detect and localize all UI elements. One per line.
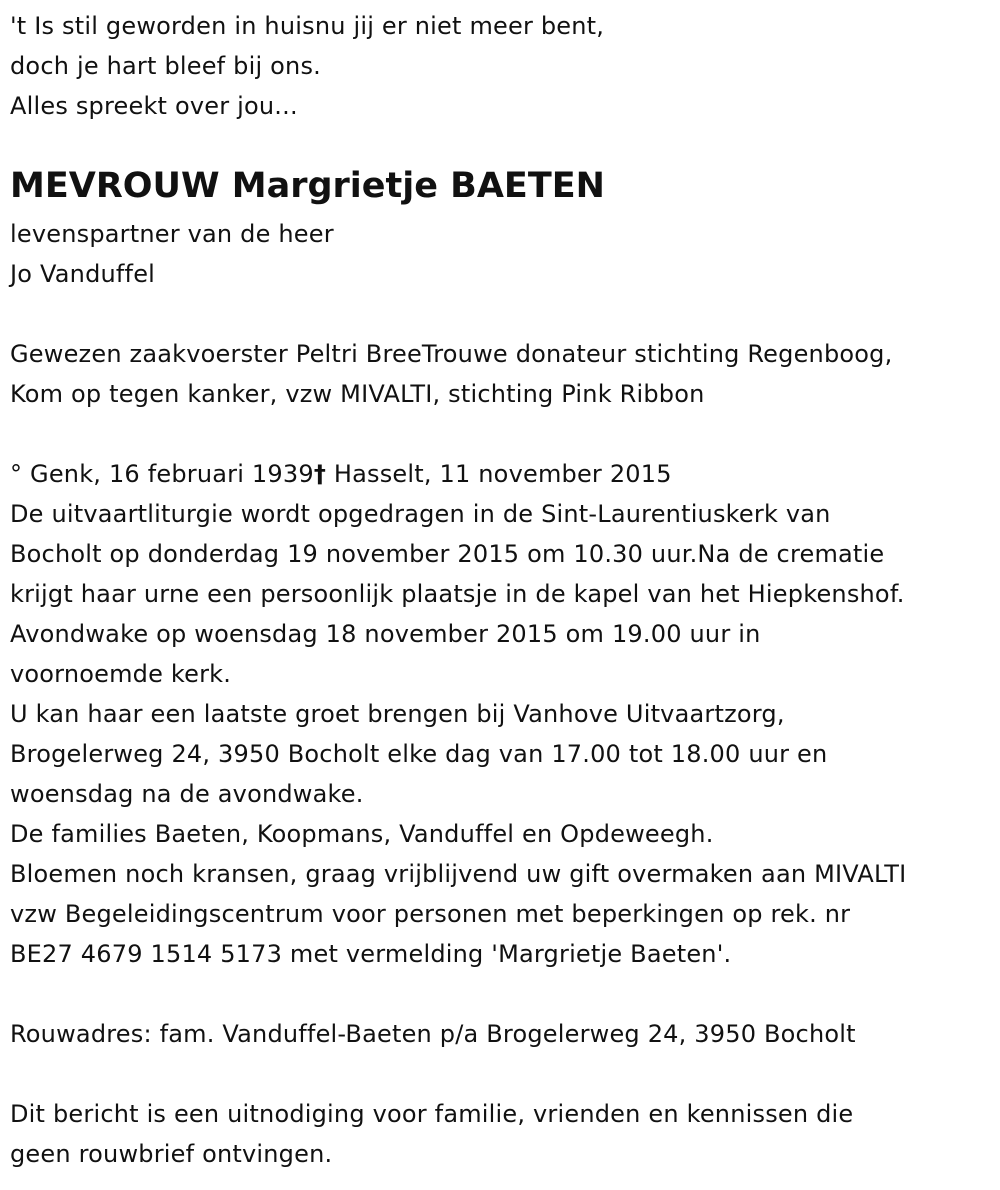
- details-line: woensdag na de avondwake.: [10, 780, 364, 808]
- details-line: Bocholt op donderdag 19 november 2015 om 10.30 uur.Na de crematie: [10, 540, 885, 568]
- relation-line: levenspartner van de heer: [10, 220, 334, 248]
- details-line: U kan haar een laatste groet brengen bij Vanhove Uitvaartzorg,: [10, 700, 785, 728]
- details-line: krijgt haar urne een persoonlijk plaatsje in de kapel van het Hiepkenshof.: [10, 580, 905, 608]
- details-line: De families Baeten, Koopmans, Vanduffel en Opdeweegh.: [10, 820, 714, 848]
- relation-line: Jo Vanduffel: [10, 260, 156, 288]
- closing-line: geen rouwbrief ontvingen.: [10, 1140, 333, 1168]
- birth-death-line: [10, 459, 672, 489]
- details-line: Bloemen noch kransen, graag vrijblijvend uw gift overmaken aan MIVALTI: [10, 860, 907, 888]
- details-line: Avondwake op woensdag 18 november 2015 om 19.00 uur in: [10, 620, 761, 648]
- occupation-line: Kom op tegen kanker, vzw MIVALTI, stichting Pink Ribbon: [10, 380, 705, 408]
- details-line: De uitvaartliturgie wordt opgedragen in de Sint-Laurentiuskerk van: [10, 500, 831, 528]
- deceased-name: MEVROUW Margrietje BAETEN: [10, 166, 605, 206]
- poem-line: 't Is stil geworden in huisnu jij er niet meer bent,: [10, 12, 605, 40]
- occupation-line: Gewezen zaakvoerster Peltri BreeTrouwe donateur stichting Regenboog,: [10, 340, 893, 368]
- mourning-address: Rouwadres: fam. Vanduffel-Baeten p/a Brogelerweg 24, 3950 Bocholt: [10, 1020, 856, 1048]
- details-line: vzw Begeleidingscentrum voor personen met beperkingen op rek. nr: [10, 900, 851, 928]
- cross-symbol: †: [313, 460, 327, 488]
- death-info: Hasselt, 11 november 2015: [326, 460, 672, 488]
- poem-line: Alles spreekt over jou...: [10, 92, 298, 120]
- closing-line: Dit bericht is een uitnodiging voor familie, vrienden en kennissen die: [10, 1100, 854, 1128]
- details-line: Brogelerweg 24, 3950 Bocholt elke dag van 17.00 tot 18.00 uur en: [10, 740, 828, 768]
- poem-line: doch je hart bleef bij ons.: [10, 52, 321, 80]
- birth-info: ° Genk, 16 februari 1939: [10, 460, 314, 488]
- details-line: voornoemde kerk.: [10, 660, 232, 688]
- details-line: BE27 4679 1514 5173 met vermelding 'Margrietje Baeten'.: [10, 940, 732, 968]
